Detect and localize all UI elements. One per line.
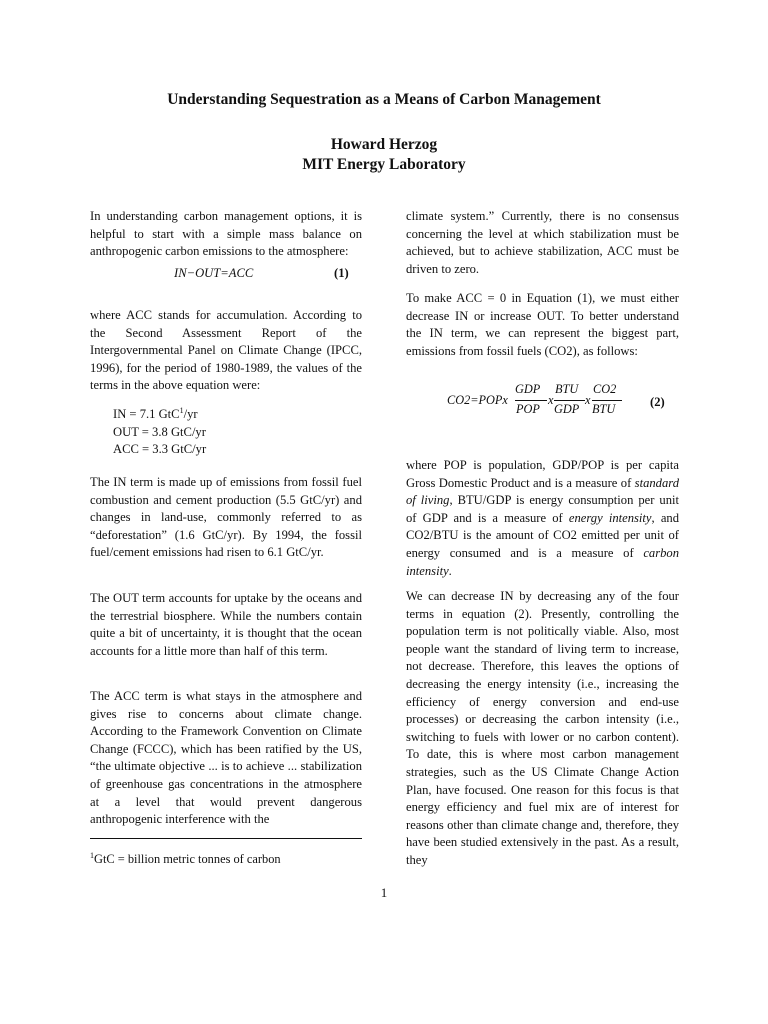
left-paragraph-4: The OUT term accounts for uptake by the oceans and the terrestrial biosphere. While the numbers contain quite a bit of uncertainty, it is thought that the ocean accounts for a little more than half of this term. bbox=[90, 591, 362, 658]
equation-2-lhs: CO2=POPx bbox=[447, 393, 508, 407]
footnote-ref: 1 bbox=[179, 405, 184, 415]
acc-value: ACC = 3.3 GtC/yr bbox=[113, 442, 207, 457]
frac2-numerator: BTU bbox=[555, 382, 579, 396]
right-paragraph-1: climate system.” Currently, there is no consensus concerning the level at which stabilization must be achieved, but to achieve stabilization, ACC must be driven to zero. bbox=[406, 209, 679, 276]
left-paragraph-5: The ACC term is what stays in the atmosphere and gives rise to concerns about climate change. According to the Framework Convention on Climate Change (FCCC), which has been ratified by the US, “the ultimate objective ... is to achieve ... stabilization of greenhouse gas concentrations in the atmosphere at a level that would prevent dangerous anthropogenic interference with the bbox=[90, 689, 362, 827]
right-paragraph-4: We can decrease IN by decreasing any of the four terms in equation (2). Presently, controlling the population term is not politically viable. Also, most people want the standard of living term to increase, not decrease. Therefore, this leaves the options of decreasing the energy intensity (i.e., increasing the efficiency of energy conversion and end-use processes) or decreasing the carbon intensity (i.e., switching to fuels with lower or no carbon content). To date, this is where most carbon management strategies, such as the US Climate Change Action Plan, have focused. One reason for this focus is that energy efficiency and fuel mix are of interest for reasons other than climate change and, therefore, they have been studied extensively in the past. As a result, they bbox=[406, 589, 679, 867]
footnote: $^1$GtC = billion metric tonnes of carbon bbox=[90, 850, 281, 866]
equation-1 bbox=[90, 266, 362, 284]
times-2: x bbox=[585, 393, 591, 407]
frac3-denominator: BTU bbox=[592, 402, 616, 416]
term-values bbox=[113, 406, 206, 459]
author-name: Howard Herzog bbox=[330, 136, 438, 153]
in-value: IN = 7.1 GtC$^1$/yr bbox=[113, 405, 198, 421]
frac3-numerator: CO2 bbox=[593, 382, 617, 396]
equation-1-expression: IN−OUT=ACC bbox=[174, 266, 254, 280]
term-carbon-intensity: carbon intensity bbox=[406, 545, 679, 578]
frac2-denominator: GDP bbox=[554, 402, 580, 416]
frac1-denominator: POP bbox=[516, 402, 540, 416]
left-paragraph-1: In understanding carbon management options, it is helpful to start with a simple mass balance on anthropogenic carbon emissions to the atmosphere: bbox=[90, 209, 362, 259]
page-number: 1 bbox=[380, 885, 388, 900]
right-paragraph-2: To make ACC = 0 in Equation (1), we must either decrease IN or increase OUT. To better understand the IN term, we can represent the biggest part, emissions from fossil fuels (CO2), as follows: bbox=[406, 291, 679, 358]
frac1-numerator: GDP bbox=[515, 382, 541, 396]
times-1: x bbox=[548, 393, 554, 407]
footnote-rule bbox=[90, 838, 362, 839]
author-block bbox=[0, 135, 768, 175]
term-energy-intensity: energy intensity bbox=[568, 510, 652, 525]
equation-2 bbox=[447, 382, 677, 422]
out-value: OUT = 3.8 GtC/yr bbox=[113, 424, 206, 439]
left-paragraph-3: The IN term is made up of emissions from fossil fuel combustion and cement production (5.5 GtC/yr) and changes in land-use, commonly referred to as “deforestation” (1.6 GtC/yr). By 1994, the fossil fuel/cement emissions had risen to 6.1 GtC/yr. bbox=[90, 475, 362, 560]
frac2-bar bbox=[554, 400, 585, 401]
frac1-bar bbox=[515, 400, 547, 401]
equation-2-number: (2) bbox=[650, 395, 665, 409]
author-affiliation: MIT Energy Laboratory bbox=[302, 156, 466, 173]
left-paragraph-2: where ACC stands for accumulation. According to the Second Assessment Report of the Intergovernmental Panel on Climate Change (IPCC, 1996), for the period of 1980-1989, the values of the terms in the above equation were: bbox=[90, 308, 362, 393]
frac3-bar bbox=[592, 400, 622, 401]
equation-1-number: (1) bbox=[334, 266, 349, 280]
right-paragraph-3: where POP is population, GDP/POP is per capita Gross Domestic Product and is a measure of standard of living, BTU/GDP is energy consumption per unit of GDP and is a measure of energy intensity, and CO2/BTU is the amount of CO2 emitted per unit of energy consumed and is a measure of carbon intensity. bbox=[406, 458, 679, 578]
term-standard-of-living: standard of living bbox=[406, 475, 679, 508]
paper-title: Understanding Sequestration as a Means of Carbon Management bbox=[167, 91, 601, 108]
